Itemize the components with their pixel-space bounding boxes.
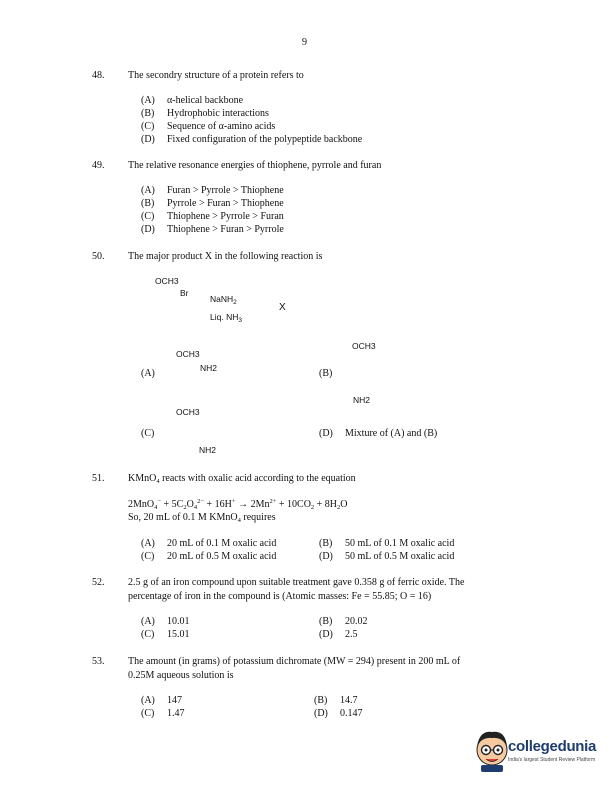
option-a: (A) 10.01 [141, 616, 190, 627]
brand-name: collegedunia [508, 738, 597, 755]
option-c-methoxy: OCH3 [176, 407, 200, 417]
option-d: (D) 50 mL of 0.5 M oxalic acid [319, 551, 455, 562]
question-number: 50. [92, 251, 105, 262]
question-text-line-2: 0.25M aqueous solution is [128, 670, 234, 681]
question-number: 51. [92, 473, 105, 484]
option-b-methoxy: OCH3 [352, 341, 376, 351]
reactant-bromo-label: Br [180, 288, 189, 298]
collegedunia-logo[interactable] [470, 722, 610, 782]
reaction-equation: $2MnO_4^- + 5C_2O_4^{2-} + 16H^+ \to 2Mn^{2+} + 10CO_2 + 8H_2O$ [128, 498, 348, 511]
option-b-amino: NH2 [353, 395, 371, 405]
brand-tagline: India's largest Student Review Platform [508, 757, 596, 763]
option-b: (B) Pyrrole > Furan > Thiophene [141, 198, 284, 209]
option-a-label: (A) [141, 368, 155, 379]
option-a: (A) α-helical backbone [141, 95, 244, 106]
reagent-top: NaNH$_2$ [210, 294, 237, 306]
option-d: (D) 0.147 [314, 708, 363, 719]
option-b: (B) 20.02 [319, 616, 368, 627]
option-b: (B) 50 mL of 0.1 M oxalic acid [319, 538, 455, 549]
reagent-bottom: Liq. $NH_3$ [210, 312, 242, 324]
question-number: 49. [92, 160, 105, 171]
option-d: (D) Thiophene > Furan > Pyrrole [141, 224, 284, 235]
option-b: (B) 14.7 [314, 695, 358, 706]
option-a-amino: NH2 [200, 363, 218, 373]
question-number: 53. [92, 656, 105, 667]
option-c: (C) 1.47 [141, 708, 185, 719]
option-a: (A) 147 [141, 695, 182, 706]
option-c-label: (C) [141, 428, 155, 439]
option-c: (C) 15.01 [141, 629, 190, 640]
question-text: The major product X in the following reaction is [128, 251, 323, 262]
option-a: (A) 20 mL of 0.1 M oxalic acid [141, 538, 277, 549]
option-b: (B) Hydrophobic interactions [141, 108, 269, 119]
question-text: The relative resonance energies of thiophene, pyrrole and furan [128, 160, 382, 171]
question-text: KMnO$_4$ reacts with oxalic acid according to the equation [128, 473, 356, 485]
product-x: X [279, 302, 286, 313]
mascot-icon [472, 724, 512, 774]
reactant-methoxy-label: OCH3 [155, 276, 179, 286]
option-d: (D) Mixture of (A) and (B) [319, 428, 438, 439]
question-text-line-1: 2.5 g of an iron compound upon suitable treatment gave 0.358 g of ferric oxide. The [128, 577, 465, 588]
page-number: 9 [302, 37, 307, 48]
question-text-line-2: percentage of iron in the compound is (Atomic masses: Fe = 55.85; O = 16) [128, 591, 432, 602]
option-c: (C) Sequence of α-amino acids [141, 121, 276, 132]
question-number: 48. [92, 70, 105, 81]
option-c: (C) Thiophene > Pyrrole > Furan [141, 211, 284, 222]
option-b-label: (B) [319, 368, 333, 379]
question-text-line-1: The amount (in grams) of potassium dichromate (MW = 294) present in 200 mL of [128, 656, 461, 667]
option-d: (D) 2.5 [319, 629, 358, 640]
option-c-amino: NH2 [199, 445, 217, 455]
question-followup: So, 20 mL of 0.1 M KMnO$_4$ requires [128, 512, 276, 524]
option-d: (D) Fixed configuration of the polypeptide backbone [141, 134, 363, 145]
question-number: 52. [92, 577, 105, 588]
question-text: The secondry structure of a protein refers to [128, 70, 304, 81]
option-a: (A) Furan > Pyrrole > Thiophene [141, 185, 284, 196]
option-c: (C) 20 mL of 0.5 M oxalic acid [141, 551, 277, 562]
option-a-methoxy: OCH3 [176, 349, 200, 359]
